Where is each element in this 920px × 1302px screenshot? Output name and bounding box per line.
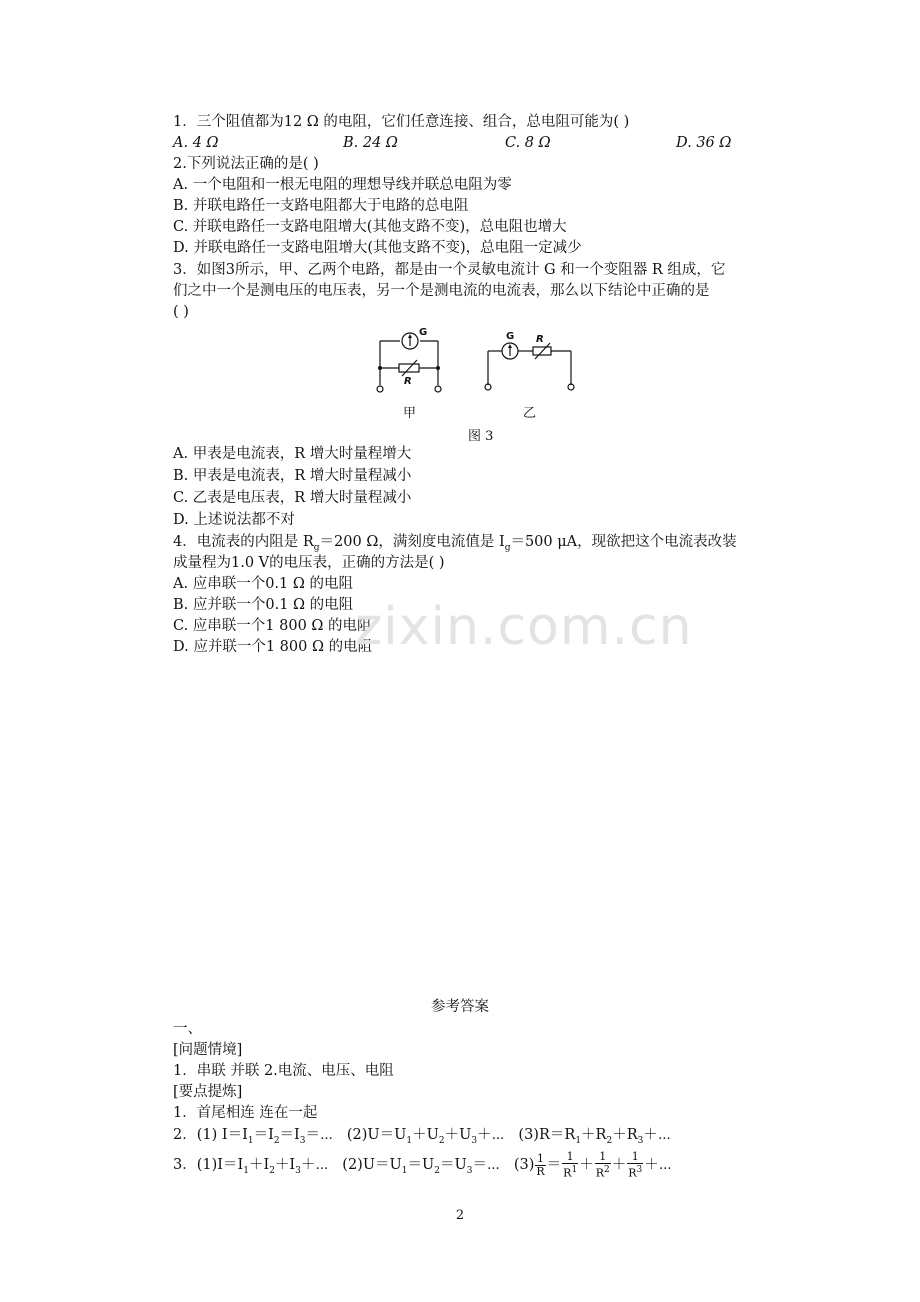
- q3-option-a: A. 甲表是电流表，R 增大时量程增大: [173, 446, 412, 462]
- q4-option-a: A. 应串联一个0.1 Ω 的电阻: [173, 576, 353, 592]
- q1-stem: 1．三个阻值都为12 Ω 的电阻，它们任意连接、组合，总电阻可能为( ): [173, 114, 630, 130]
- label-yi: 乙: [523, 406, 537, 421]
- q3-option-c: C. 乙表是电压表，R 增大时量程减小: [173, 490, 412, 506]
- page-number: 2: [455, 1208, 465, 1223]
- circuit-right: [485, 343, 574, 390]
- circuit-figure: [370, 323, 590, 448]
- q4-stem-part-a: 4．电流表的内阻是 R: [173, 534, 314, 550]
- q4-stem-part-c: ＝500 μA，现欲把这个电流表改装: [510, 534, 737, 550]
- answers-line-1: 1．串联 并联 2.电流、电压、电阻: [173, 1063, 394, 1079]
- watermark: zixin.com.cn: [355, 597, 693, 657]
- q3-option-b: B. 甲表是电流表，R 增大时量程减小: [173, 468, 412, 484]
- label-jia: 甲: [403, 406, 417, 421]
- g-label-left: G: [419, 327, 428, 338]
- q3-option-d: D. 上述说法都不对: [173, 512, 295, 528]
- q2-option-c: C. 并联电路任一支路电阻增大(其他支路不变)，总电阻也增大: [173, 219, 567, 235]
- answers-line-3: 2．(1) $I=I_1=I_2=I_3=\cdots$ $(2)U=U_1+U_2+U_3+\cdots$ $(3)R=R_1+R_2+R_3+\cdots$: [173, 1127, 671, 1146]
- q3-stem-line1: 3．如图3所示，甲、乙两个电路，都是由一个灵敏电流计 G 和一个变阻器 R 组成，它: [173, 262, 726, 278]
- answers-section: 一、: [173, 1021, 202, 1037]
- q2-option-b: B. 并联电路任一支路电阻都大于电路的总电阻: [173, 198, 469, 214]
- fraction-1-over-r1: $\frac{1}{R^1}$: [563, 1149, 578, 1180]
- r-label-left: R: [404, 376, 412, 387]
- q3-stem-line2: 们之中一个是测电压的电压表，另一个是测电流的电流表，那么以下结论中正确的是: [173, 283, 710, 299]
- answers-title: 参考答案: [431, 999, 489, 1015]
- fraction-1-over-r3: $\frac{1}{R^3}$: [628, 1149, 643, 1180]
- q4-option-c: C. 应串联一个1 800 Ω 的电阻: [173, 618, 372, 634]
- answers-heading-context: [问题情境]: [173, 1042, 243, 1058]
- q4-sub-g1: g: [313, 542, 320, 553]
- fraction-1-over-r: $\frac{1}{R}$: [536, 1151, 545, 1178]
- q1-option-b: B. 24 Ω: [343, 135, 398, 151]
- g-label-right: G: [506, 331, 515, 342]
- q1-option-a: A. 4 Ω: [173, 135, 219, 151]
- q4-stem-line2: 成量程为1.0 V的电压表，正确的方法是( ): [173, 555, 445, 571]
- q3-stem-line3: ( ): [173, 304, 189, 320]
- q4-sub-g2: g: [504, 542, 511, 553]
- r-label-right: R: [536, 334, 544, 345]
- q1-option-d: D. 36 Ω: [676, 135, 732, 151]
- answers-line-4: 3．$(1)I=I_1+I_2+I_3+\cdots$ $(2)U=U_1=U_2=U_3=\cdots$ (3) $\frac{1}{R}$ ＝ $\frac{1}{R^1}$ ＋ $\frac{1}{R^2}$ ＋ $\frac{1}{R^3}$ ＋⋯: [173, 1149, 672, 1180]
- answers-heading-points: [要点提炼]: [173, 1084, 243, 1100]
- q4-option-b: B. 应并联一个0.1 Ω 的电阻: [173, 597, 354, 613]
- q2-stem: 2.下列说法正确的是( ): [173, 156, 319, 172]
- q2-option-d: D. 并联电路任一支路电阻增大(其他支路不变)，总电阻一定减少: [173, 240, 582, 256]
- fraction-1-over-r2: $\frac{1}{R^2}$: [595, 1149, 610, 1180]
- circuit-diagram: [370, 323, 590, 448]
- q1-option-c: C. 8 Ω: [505, 135, 551, 151]
- q4-stem-part-b: ＝200 Ω，满刻度电流值是 I: [319, 534, 505, 550]
- figure-caption: 图 3: [468, 429, 494, 444]
- q4-option-d: D. 应并联一个1 800 Ω 的电阻: [173, 639, 373, 655]
- answers-line-2: 1．首尾相连 连在一起: [173, 1105, 318, 1121]
- q2-option-a: A. 一个电阻和一根无电阻的理想导线并联总电阻为零: [173, 177, 512, 193]
